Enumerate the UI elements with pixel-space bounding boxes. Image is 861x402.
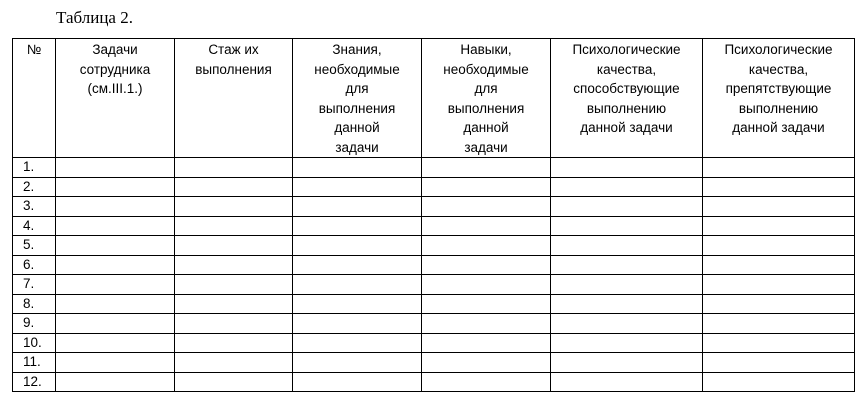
table-row bbox=[13, 294, 855, 314]
hindering-qualities-cell[interactable] bbox=[703, 372, 855, 392]
row-number: 1. bbox=[13, 158, 56, 178]
tasks-cell[interactable] bbox=[56, 275, 175, 295]
table-row bbox=[13, 372, 855, 392]
tasks-cell[interactable] bbox=[56, 216, 175, 236]
supporting-qualities-cell[interactable] bbox=[551, 333, 703, 353]
skills-cell[interactable] bbox=[422, 236, 551, 256]
knowledge-cell[interactable] bbox=[293, 294, 422, 314]
table-row bbox=[13, 275, 855, 295]
header-number bbox=[13, 39, 56, 158]
supporting-qualities-cell[interactable] bbox=[551, 216, 703, 236]
hindering-qualities-cell[interactable] bbox=[703, 236, 855, 256]
competency-table bbox=[12, 38, 855, 392]
row-number: 11. bbox=[13, 353, 56, 373]
skills-cell[interactable] bbox=[422, 255, 551, 275]
knowledge-cell[interactable] bbox=[293, 353, 422, 373]
skills-cell[interactable] bbox=[422, 216, 551, 236]
table-row bbox=[13, 255, 855, 275]
supporting-qualities-cell[interactable] bbox=[551, 275, 703, 295]
supporting-qualities-cell[interactable] bbox=[551, 197, 703, 217]
table-row bbox=[13, 177, 855, 197]
experience-cell[interactable] bbox=[175, 333, 293, 353]
experience-cell[interactable] bbox=[175, 255, 293, 275]
tasks-cell[interactable] bbox=[56, 294, 175, 314]
supporting-qualities-cell[interactable] bbox=[551, 314, 703, 334]
supporting-qualities-cell[interactable] bbox=[551, 158, 703, 178]
tasks-cell[interactable] bbox=[56, 158, 175, 178]
table-row bbox=[13, 197, 855, 217]
header-knowledge bbox=[293, 39, 422, 158]
table-row bbox=[13, 353, 855, 373]
supporting-qualities-cell[interactable] bbox=[551, 353, 703, 373]
skills-cell[interactable] bbox=[422, 177, 551, 197]
supporting-qualities-cell[interactable] bbox=[551, 236, 703, 256]
tasks-cell[interactable] bbox=[56, 177, 175, 197]
skills-cell[interactable] bbox=[422, 294, 551, 314]
header-label: Знания, необходимые для выполнения данной задачи bbox=[314, 42, 400, 155]
skills-cell[interactable] bbox=[422, 333, 551, 353]
header-experience bbox=[175, 39, 293, 158]
experience-cell[interactable] bbox=[175, 216, 293, 236]
header-skills bbox=[422, 39, 551, 158]
knowledge-cell[interactable] bbox=[293, 177, 422, 197]
tasks-cell[interactable] bbox=[56, 255, 175, 275]
table-row bbox=[13, 333, 855, 353]
row-number: 2. bbox=[13, 177, 56, 197]
table-row bbox=[13, 314, 855, 334]
experience-cell[interactable] bbox=[175, 294, 293, 314]
hindering-qualities-cell[interactable] bbox=[703, 314, 855, 334]
hindering-qualities-cell[interactable] bbox=[703, 158, 855, 178]
hindering-qualities-cell[interactable] bbox=[703, 197, 855, 217]
supporting-qualities-cell[interactable] bbox=[551, 255, 703, 275]
skills-cell[interactable] bbox=[422, 372, 551, 392]
supporting-qualities-cell[interactable] bbox=[551, 372, 703, 392]
hindering-qualities-cell[interactable] bbox=[703, 255, 855, 275]
knowledge-cell[interactable] bbox=[293, 275, 422, 295]
experience-cell[interactable] bbox=[175, 372, 293, 392]
header-row bbox=[13, 39, 855, 158]
tasks-cell[interactable] bbox=[56, 372, 175, 392]
hindering-qualities-cell[interactable] bbox=[703, 353, 855, 373]
knowledge-cell[interactable] bbox=[293, 236, 422, 256]
hindering-qualities-cell[interactable] bbox=[703, 177, 855, 197]
experience-cell[interactable] bbox=[175, 236, 293, 256]
experience-cell[interactable] bbox=[175, 314, 293, 334]
supporting-qualities-cell[interactable] bbox=[551, 294, 703, 314]
knowledge-cell[interactable] bbox=[293, 255, 422, 275]
header-label: Задачи сотрудника (см.III.1.) bbox=[79, 42, 151, 96]
knowledge-cell[interactable] bbox=[293, 158, 422, 178]
skills-cell[interactable] bbox=[422, 158, 551, 178]
experience-cell[interactable] bbox=[175, 197, 293, 217]
tasks-cell[interactable] bbox=[56, 353, 175, 373]
table-body bbox=[13, 158, 855, 392]
table-row bbox=[13, 236, 855, 256]
knowledge-cell[interactable] bbox=[293, 372, 422, 392]
header-label: Психологические качества, способствующие выполнению данной задачи bbox=[572, 42, 681, 135]
row-number: 12. bbox=[13, 372, 56, 392]
tasks-cell[interactable] bbox=[56, 333, 175, 353]
row-number: 10. bbox=[13, 333, 56, 353]
row-number: 5. bbox=[13, 236, 56, 256]
row-number: 7. bbox=[13, 275, 56, 295]
header-label: Стаж их выполнения bbox=[195, 42, 272, 77]
skills-cell[interactable] bbox=[422, 275, 551, 295]
experience-cell[interactable] bbox=[175, 275, 293, 295]
supporting-qualities-cell[interactable] bbox=[551, 177, 703, 197]
knowledge-cell[interactable] bbox=[293, 314, 422, 334]
table-row bbox=[13, 158, 855, 178]
table-row bbox=[13, 216, 855, 236]
tasks-cell[interactable] bbox=[56, 314, 175, 334]
hindering-qualities-cell[interactable] bbox=[703, 275, 855, 295]
skills-cell[interactable] bbox=[422, 314, 551, 334]
header-label: № bbox=[26, 42, 42, 57]
skills-cell[interactable] bbox=[422, 353, 551, 373]
header-tasks bbox=[56, 39, 175, 158]
header-hindering-qualities bbox=[703, 39, 855, 158]
knowledge-cell[interactable] bbox=[293, 216, 422, 236]
row-number: 9. bbox=[13, 314, 56, 334]
knowledge-cell[interactable] bbox=[293, 197, 422, 217]
knowledge-cell[interactable] bbox=[293, 333, 422, 353]
tasks-cell[interactable] bbox=[56, 236, 175, 256]
header-label: Психологические качества, препятствующие выполнению данной задачи bbox=[724, 42, 833, 135]
tasks-cell[interactable] bbox=[56, 197, 175, 217]
hindering-qualities-cell[interactable] bbox=[703, 333, 855, 353]
row-number: 4. bbox=[13, 216, 56, 236]
experience-cell[interactable] bbox=[175, 353, 293, 373]
row-number: 6. bbox=[13, 255, 56, 275]
table-caption: Таблица 2. bbox=[56, 8, 133, 27]
row-number: 3. bbox=[13, 197, 56, 217]
header-label: Навыки, необходимые для выполнения данной задачи bbox=[443, 42, 529, 155]
hindering-qualities-cell[interactable] bbox=[703, 294, 855, 314]
experience-cell[interactable] bbox=[175, 158, 293, 178]
skills-cell[interactable] bbox=[422, 197, 551, 217]
hindering-qualities-cell[interactable] bbox=[703, 216, 855, 236]
header-supporting-qualities bbox=[551, 39, 703, 158]
row-number: 8. bbox=[13, 294, 56, 314]
experience-cell[interactable] bbox=[175, 177, 293, 197]
